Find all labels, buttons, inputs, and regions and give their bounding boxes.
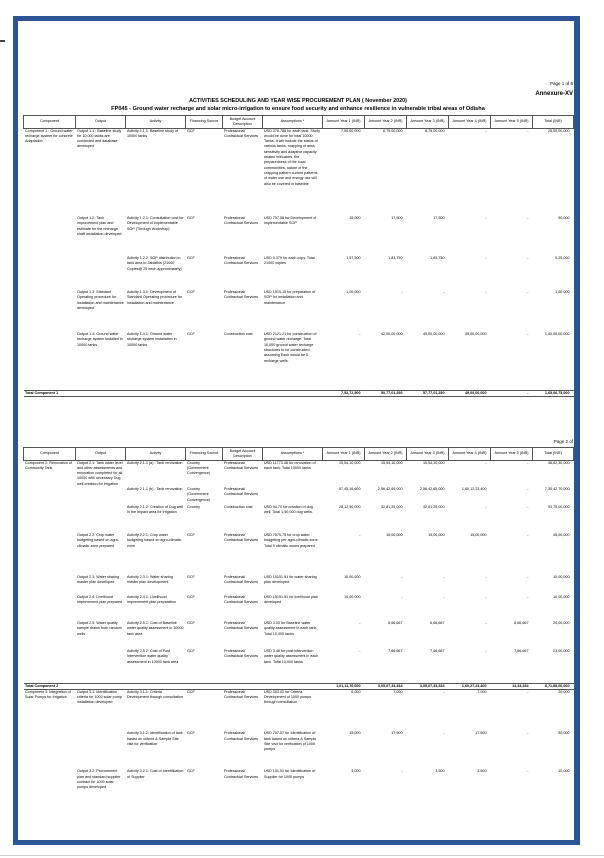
amount-cell: 20,000 bbox=[558, 689, 570, 694]
amount-cell: 7,30,42,70,000 bbox=[544, 487, 570, 492]
text-cell: Professional/ Contractual Services bbox=[224, 290, 259, 300]
total-amount-cell: 1,60,27,23,400 bbox=[449, 683, 491, 689]
table-row bbox=[24, 649, 574, 683]
amount-cell: - bbox=[485, 290, 487, 295]
text-cell: Professional/ Contractual Services bbox=[224, 731, 259, 741]
total-amount-cell: - bbox=[491, 390, 533, 396]
total-amount-cell: 8,71,88,00,000 bbox=[533, 683, 574, 689]
amount-cell: - bbox=[401, 595, 403, 600]
text-cell bbox=[76, 487, 126, 505]
text-cell: Output 3.1: Identification criteria for 1000 solar pump installation developed bbox=[77, 689, 122, 705]
text-cell: USD 2121.21 for construction of ground water recharge. Total 10,000 ground water recharge structures to be constructed assuming Each would be 5 recharge wells. bbox=[264, 332, 317, 363]
amount-cell: 23,00,000 bbox=[553, 649, 570, 654]
text-cell: Professional/ Contractual Services bbox=[224, 216, 259, 226]
amount-cell: 49,00,00,000 bbox=[464, 332, 487, 337]
text-cell: Output 2.3: Water sharing master plan developed bbox=[77, 575, 120, 585]
amount-cell: 20,00,000 bbox=[553, 621, 570, 626]
text-cell: USD 0.379 for each copy. Total 21000 copies bbox=[264, 256, 315, 266]
column-header: Output bbox=[76, 116, 126, 129]
table-row bbox=[24, 460, 574, 487]
amount-cell: 25,00,00,000 bbox=[547, 128, 570, 133]
table-row bbox=[24, 256, 574, 290]
text-cell: GCF bbox=[187, 575, 195, 580]
amount-cell: - bbox=[485, 216, 487, 221]
text-cell: Output 2.1: Tank water level and other assessments and renovation completed for all 10000 with necessary Dug well creation for irrigation bbox=[77, 460, 123, 486]
text-cell bbox=[24, 487, 76, 505]
table-row bbox=[24, 216, 574, 256]
text-cell: Output 2.5: Water quality sample drawn from random wells bbox=[77, 621, 122, 636]
total-amount-cell: 1,65,06,75,000 bbox=[533, 390, 574, 396]
text-cell bbox=[76, 731, 126, 769]
amount-cell: - bbox=[527, 332, 529, 337]
column-header: Budget Account Description bbox=[223, 116, 263, 129]
table-row bbox=[24, 621, 574, 649]
text-cell: Activity 2.4.1: Livelihood improvement plan preparation bbox=[127, 595, 176, 605]
text-cell: Country (Government Convergence) bbox=[187, 487, 211, 502]
amount-cell: 17,500 bbox=[391, 216, 403, 221]
table-row bbox=[24, 505, 574, 533]
column-header: Amount Year 4 (INR) bbox=[449, 448, 491, 461]
text-cell: Output 1.3: Standard Operating procedure for installation and maintenance developed bbox=[77, 290, 124, 310]
text-cell: Activity 1.2.1: Consultation cost for Development of implementable SOP (Through Workshop) bbox=[127, 216, 184, 231]
amount-cell: 15,000 bbox=[349, 216, 361, 221]
text-cell bbox=[263, 487, 323, 505]
document-subtitle: FP045 - Ground water recharge and solar micro-irrigation to ensure food security and enhance resilience in vulnerable tribal areas of Odisha bbox=[111, 106, 485, 112]
amount-cell: 49,00,00,000 bbox=[422, 332, 445, 337]
amount-cell: 6,000 bbox=[351, 689, 361, 694]
amount-cell: 32,81,25,000 bbox=[422, 505, 445, 510]
amount-cell: 1,83,750 bbox=[388, 256, 403, 261]
text-cell: Output 1.1 : Baseline study for 10,000 tanks are conducted and database developed bbox=[77, 128, 122, 149]
text-cell: USD 378.788 for each tank. Study would be done for total 10000 Tanks. It will include the status of various tanks, mapping of area, sensitivity and adaptive capacity related indicators, the preparedness of the local communities, nature of the cropping pattern current patterns of water use and energy use will also be covered in baseline bbox=[264, 128, 320, 186]
document-title: ACTIVITIES SCHEDULING AND YEAR WISE PROCUREMENT PLAN ( November 2020) bbox=[189, 98, 407, 104]
amount-cell: 10,00,000 bbox=[553, 595, 570, 600]
text-cell bbox=[24, 533, 76, 575]
column-header: Financing Source bbox=[186, 116, 223, 129]
text-cell: Professional/ Contractual Services bbox=[224, 769, 259, 779]
text-cell: USD 7575.75 for crop water budgeting per agro-climatic zone. Total 9 climatic zones prepared bbox=[264, 533, 319, 548]
amount-cell: 45,00,000 bbox=[553, 533, 570, 538]
text-cell: Activity 2.3.1: Water sharing master plan development bbox=[127, 575, 173, 585]
amount-cell: 15,00,000 bbox=[470, 533, 487, 538]
text-cell: Construction cost bbox=[224, 332, 253, 337]
text-cell bbox=[76, 256, 126, 290]
total-amount-cell: 14,33,334 bbox=[491, 683, 533, 689]
text-cell: GCF bbox=[187, 595, 195, 600]
viewer-bottom-divider bbox=[0, 855, 604, 856]
amount-cell: 6,66,667 bbox=[388, 621, 403, 626]
procurement-table-page-2 bbox=[23, 447, 574, 809]
amount-cell: - bbox=[401, 290, 403, 295]
text-cell: Component 2: Renovation of Community Tank bbox=[25, 460, 72, 470]
amount-cell: - bbox=[443, 595, 445, 600]
column-header: Activity bbox=[126, 116, 186, 129]
column-header: Amount Year 3 (INR) bbox=[407, 448, 449, 461]
text-cell: GCF bbox=[187, 649, 195, 654]
column-header: Financing Source bbox=[186, 448, 223, 461]
total-amount-cell: 49,00,00,000 bbox=[449, 390, 491, 396]
amount-cell: - bbox=[359, 332, 361, 337]
amount-cell: - bbox=[485, 649, 487, 654]
text-cell: GCF bbox=[187, 128, 195, 133]
amount-cell: 15,54,10,000 bbox=[380, 460, 403, 465]
amount-cell: - bbox=[443, 731, 445, 736]
total-amount-cell: 3,05,07,33,334 bbox=[407, 683, 449, 689]
text-cell: Professional/ Contractual Services bbox=[224, 128, 259, 138]
text-cell: Output 2.2: Crop water budgeting based on agro-climatic zone prepared bbox=[77, 533, 120, 548]
amount-cell: 1,57,500 bbox=[346, 256, 361, 261]
amount-cell: - bbox=[527, 216, 529, 221]
amount-cell: - bbox=[527, 460, 529, 465]
text-cell: Country (Government Convergence) bbox=[187, 460, 211, 476]
amount-cell: - bbox=[527, 595, 529, 600]
text-cell: Component 1 : Ground water recharge system for concrete Adaptation bbox=[25, 128, 73, 144]
text-cell: Activity 2.2.1: Crop water budgeting based on agro-climatic zone bbox=[127, 533, 182, 548]
amount-cell: 8,75,00,000 bbox=[425, 128, 445, 133]
text-cell: Output 1.2 :Tank improvement plan and estimate for the recharge shaft installation developed bbox=[77, 216, 122, 236]
text-cell: USD 94.70 for creation of dug well. Total 1,50,000 dug wells. bbox=[264, 505, 313, 515]
text-cell: USD 15151.51 for livelihood plan developed bbox=[264, 595, 318, 605]
amount-cell: 57,45,16,600 bbox=[338, 487, 361, 492]
column-header: Assumptions * bbox=[263, 116, 323, 129]
amount-cell: - bbox=[485, 128, 487, 133]
text-cell: GCF bbox=[187, 256, 195, 261]
total-amount-cell: 57,77,01,250 bbox=[407, 390, 449, 396]
amount-cell: 17,500 bbox=[433, 216, 445, 221]
text-cell: Professional/ Contractual Services bbox=[224, 689, 259, 700]
table-row bbox=[24, 689, 574, 731]
procurement-table-page-1 bbox=[23, 115, 574, 397]
text-cell: Professional/ Contractual Services bbox=[224, 649, 259, 659]
column-header: Amount Year 3 (INR) bbox=[407, 116, 449, 129]
text-cell: GCF bbox=[187, 533, 195, 538]
amount-cell: - bbox=[527, 731, 529, 736]
page-number: Page 2 of bbox=[553, 439, 573, 444]
text-cell: Activity 3.1.2: Identification of tank based on criteria & Sample Site visit for verification bbox=[127, 731, 183, 746]
text-cell: USD 151.51 for Identification of Supplier for 1000 pumps bbox=[264, 769, 316, 779]
table-header bbox=[24, 116, 574, 129]
text-cell: Output 1.4: Ground water recharge system installed in 10000 tanks bbox=[77, 332, 123, 347]
text-cell bbox=[24, 621, 76, 649]
text-cell: GCF bbox=[187, 731, 195, 736]
text-cell bbox=[24, 595, 76, 621]
amount-cell: 32,81,25,000 bbox=[380, 505, 403, 510]
text-cell: Activity 3.2.1: Cost of Identification of Supplier bbox=[127, 769, 184, 779]
amount-cell: - bbox=[527, 505, 529, 510]
amount-cell: - bbox=[527, 533, 529, 538]
text-cell: Activity 1.3.1: Development of Standard Operating procedure for installation and maintenance bbox=[127, 290, 183, 305]
table-row bbox=[24, 128, 574, 216]
text-cell bbox=[24, 731, 76, 769]
text-cell: Professional/ Contractual Services bbox=[224, 256, 259, 266]
text-cell: USD 757.57 for Identification of tank based on criteria & Sample Site visit for verification of 1000 pumps bbox=[264, 731, 317, 752]
amount-cell: 10,00,000 bbox=[344, 595, 361, 600]
column-header: Amount Year 1 (INR) bbox=[323, 116, 365, 129]
table-row bbox=[24, 575, 574, 595]
column-header: Amount Year 5 (INR) bbox=[491, 116, 533, 129]
text-cell: Component 3: Integration of Solar Pumps for Irrigation bbox=[25, 689, 71, 700]
text-cell: Activity 2.5.2: Cost of Post Intervention water quality assessment in 10000 tank area bbox=[127, 649, 179, 664]
text-cell: Activity 1.2.2: SOP distribution in tank area to Jalsathis (21000 Copies@ 25 each approximately) bbox=[127, 256, 182, 271]
amount-cell: 6,66,667 bbox=[514, 621, 529, 626]
amount-cell: - bbox=[359, 533, 361, 538]
total-label: Total Component 2 bbox=[24, 683, 323, 689]
table-row bbox=[24, 533, 574, 575]
table-row bbox=[24, 487, 574, 505]
amount-cell: 7,000 bbox=[477, 689, 487, 694]
column-header: Amount Year 5 (INR) bbox=[491, 448, 533, 461]
text-cell bbox=[24, 575, 76, 595]
text-cell: Professional/ Contractual Services bbox=[224, 595, 259, 605]
amount-cell: - bbox=[443, 290, 445, 295]
amount-cell: - bbox=[527, 290, 529, 295]
text-cell: Professional/ Contractual Services bbox=[224, 460, 259, 470]
text-cell: Activity 2.1.2: Creation of Dug well in the impact area for irrigation bbox=[127, 505, 184, 515]
text-cell bbox=[24, 649, 76, 683]
column-header: Component bbox=[24, 448, 76, 461]
text-cell: GCF bbox=[187, 332, 195, 337]
amount-cell: - bbox=[359, 621, 361, 626]
total-row bbox=[24, 390, 574, 396]
text-cell: Activity 2.1.1 (b) : Tank renovation bbox=[127, 487, 183, 492]
amount-cell: - bbox=[485, 621, 487, 626]
total-label: Total Component 1 bbox=[24, 390, 323, 396]
amount-cell: - bbox=[527, 487, 529, 492]
text-cell: GCF bbox=[187, 290, 195, 295]
text-cell bbox=[24, 505, 76, 533]
text-cell bbox=[24, 290, 76, 332]
document-frame bbox=[13, 16, 580, 845]
text-cell bbox=[76, 505, 126, 533]
text-cell: Activity 2.1.1 (a) : Tank renovation bbox=[127, 460, 183, 465]
text-cell: Activity 2.5.1: Cost of Baseline water quality assessment in 10000 tank area bbox=[127, 621, 184, 636]
text-cell: GCF bbox=[187, 216, 195, 221]
amount-cell: 15,000 bbox=[349, 731, 361, 736]
amount-cell: 17,500 bbox=[391, 731, 403, 736]
text-cell: Professional/ Contractual Services bbox=[224, 621, 259, 631]
page-edge-marker bbox=[0, 40, 5, 42]
amount-cell: 6,66,667 bbox=[430, 621, 445, 626]
column-header: Assumptions * bbox=[263, 448, 323, 461]
text-cell: USD 303.03 for Criteria Development of 1000 pumps through consultation bbox=[264, 689, 312, 705]
text-cell: USD 3.48 for post intervention water quality assessment in each tank. Total 10,000 tanks bbox=[264, 649, 319, 664]
amount-cell: - bbox=[401, 769, 403, 774]
text-cell: USD 1515.15 for preparation of SOP for installation and maintenance bbox=[264, 290, 316, 305]
amount-cell: 7,66,667 bbox=[388, 649, 403, 654]
amount-cell: 3,000 bbox=[351, 769, 361, 774]
page-number: Page 1 of 6 bbox=[549, 81, 573, 86]
text-cell: Output 2.4: Livelihood improvement plan prepared bbox=[77, 595, 123, 605]
amount-cell: - bbox=[485, 460, 487, 465]
total-amount-cell: 3,05,07,33,334 bbox=[365, 683, 407, 689]
text-cell: Professional/ Contractual Services bbox=[224, 533, 259, 543]
amount-cell: - bbox=[485, 595, 487, 600]
total-amount-cell: 1,01,11,76,600 bbox=[323, 683, 365, 689]
column-header: Amount Year 4 (INR) bbox=[449, 116, 491, 129]
table-row bbox=[24, 290, 574, 332]
text-cell: USD 15151.51 for water sharing plan developed bbox=[264, 575, 317, 585]
amount-cell: 2,56,42,65,000 bbox=[419, 487, 445, 492]
column-header: Budget Account Description bbox=[223, 448, 263, 461]
text-cell bbox=[24, 769, 76, 809]
amount-cell: 42,00,00,000 bbox=[380, 332, 403, 337]
amount-cell: - bbox=[527, 128, 529, 133]
total-amount-cell: 50,77,01,250 bbox=[365, 390, 407, 396]
amount-cell: 1,83,750 bbox=[430, 256, 445, 261]
amount-cell: - bbox=[527, 575, 529, 580]
text-cell: GCF bbox=[187, 769, 195, 774]
amount-cell: 1,40,00,00,000 bbox=[544, 332, 570, 337]
column-header: Amount Year 1 (INR) bbox=[323, 448, 365, 461]
text-cell: Construction cost bbox=[224, 505, 253, 510]
column-header: Output bbox=[76, 448, 126, 461]
table-row bbox=[24, 332, 574, 390]
amount-cell: 10,000 bbox=[558, 769, 570, 774]
amount-cell: 8,75,00,000 bbox=[383, 128, 403, 133]
amount-cell: 15,54,10,000 bbox=[338, 460, 361, 465]
amount-cell: 7,000 bbox=[393, 689, 403, 694]
amount-cell: 1,00,000 bbox=[346, 290, 361, 295]
text-cell: GCF bbox=[187, 621, 195, 626]
amount-cell: 93,75,00,000 bbox=[547, 505, 570, 510]
table-row bbox=[24, 769, 574, 809]
amount-cell: - bbox=[443, 575, 445, 580]
amount-cell: 15,00,000 bbox=[428, 533, 445, 538]
amount-cell: 10,00,000 bbox=[553, 575, 570, 580]
amount-cell: 7,66,667 bbox=[430, 649, 445, 654]
text-cell bbox=[24, 256, 76, 290]
amount-cell: 2,56,42,65,000 bbox=[377, 487, 403, 492]
amount-cell: - bbox=[527, 689, 529, 694]
amount-cell: 28,12,50,000 bbox=[338, 505, 361, 510]
amount-cell: 3,500 bbox=[435, 769, 445, 774]
column-header: Amount Year 2 (INR) bbox=[365, 116, 407, 129]
amount-cell: 5,25,000 bbox=[555, 256, 570, 261]
amount-cell: - bbox=[485, 575, 487, 580]
column-header: Activity bbox=[126, 448, 186, 461]
amount-cell: - bbox=[527, 256, 529, 261]
amount-cell: - bbox=[527, 769, 529, 774]
amount-cell: 10,00,000 bbox=[344, 575, 361, 580]
text-cell bbox=[76, 649, 126, 683]
text-cell: Activity 1.1.1: Baseline study of 10000 tanks bbox=[127, 128, 179, 138]
text-cell: Output 3.2: Procurement plan and standard supplier contract for 1000 solar pumps developed bbox=[77, 769, 121, 790]
text-cell: Country bbox=[187, 505, 200, 510]
column-header: Component bbox=[24, 116, 76, 129]
text-cell: Professional/ Contractual Services bbox=[224, 487, 259, 497]
table-row bbox=[24, 595, 574, 621]
annexure-label: Annexure-XV bbox=[535, 91, 573, 97]
amount-cell: 1,60,12,23,400 bbox=[461, 487, 487, 492]
amount-cell: - bbox=[359, 649, 361, 654]
text-cell: Activity 3.1.1: Criteria Development through consultation bbox=[127, 689, 183, 700]
text-cell bbox=[24, 216, 76, 256]
amount-cell: 3,500 bbox=[477, 769, 487, 774]
column-header: Total (INR) bbox=[533, 116, 574, 129]
text-cell: Activity 1.4.1: Ground water recharge system installation in 10000 tanks bbox=[127, 332, 177, 347]
amount-cell: - bbox=[401, 575, 403, 580]
amount-cell: 7,50,00,000 bbox=[341, 128, 361, 133]
amount-cell: 50,000 bbox=[558, 216, 570, 221]
amount-cell: 1,00,000 bbox=[555, 290, 570, 295]
text-cell bbox=[24, 332, 76, 390]
amount-cell: 15,00,000 bbox=[386, 533, 403, 538]
amount-cell: - bbox=[485, 505, 487, 510]
table-row bbox=[24, 731, 574, 769]
amount-cell: 46,62,30,000 bbox=[547, 460, 570, 465]
table-header bbox=[24, 448, 574, 461]
text-cell: Professional/ Contractual Services bbox=[224, 575, 259, 585]
column-header: Total (INR) bbox=[533, 448, 574, 461]
text-cell: USD 3.03 for Baseline water quality assessment in each tank. Total 10,000 tanks bbox=[264, 621, 318, 636]
amount-cell: - bbox=[443, 689, 445, 694]
column-header: Amount Year 2 (INR) bbox=[365, 448, 407, 461]
text-cell: USD 757.58 for Development of implementable SOP bbox=[264, 216, 317, 226]
amount-cell: 7,66,667 bbox=[514, 649, 529, 654]
amount-cell: 15,54,10,000 bbox=[422, 460, 445, 465]
text-cell: USD 11773.48 for renovation of each tank. Total 10000 tanks bbox=[264, 460, 316, 470]
amount-cell: 17,500 bbox=[475, 731, 487, 736]
amount-cell: 50,000 bbox=[558, 731, 570, 736]
text-cell: GCF bbox=[187, 689, 195, 694]
amount-cell: - bbox=[485, 256, 487, 261]
total-amount-cell: 7,52,72,500 bbox=[323, 390, 365, 396]
